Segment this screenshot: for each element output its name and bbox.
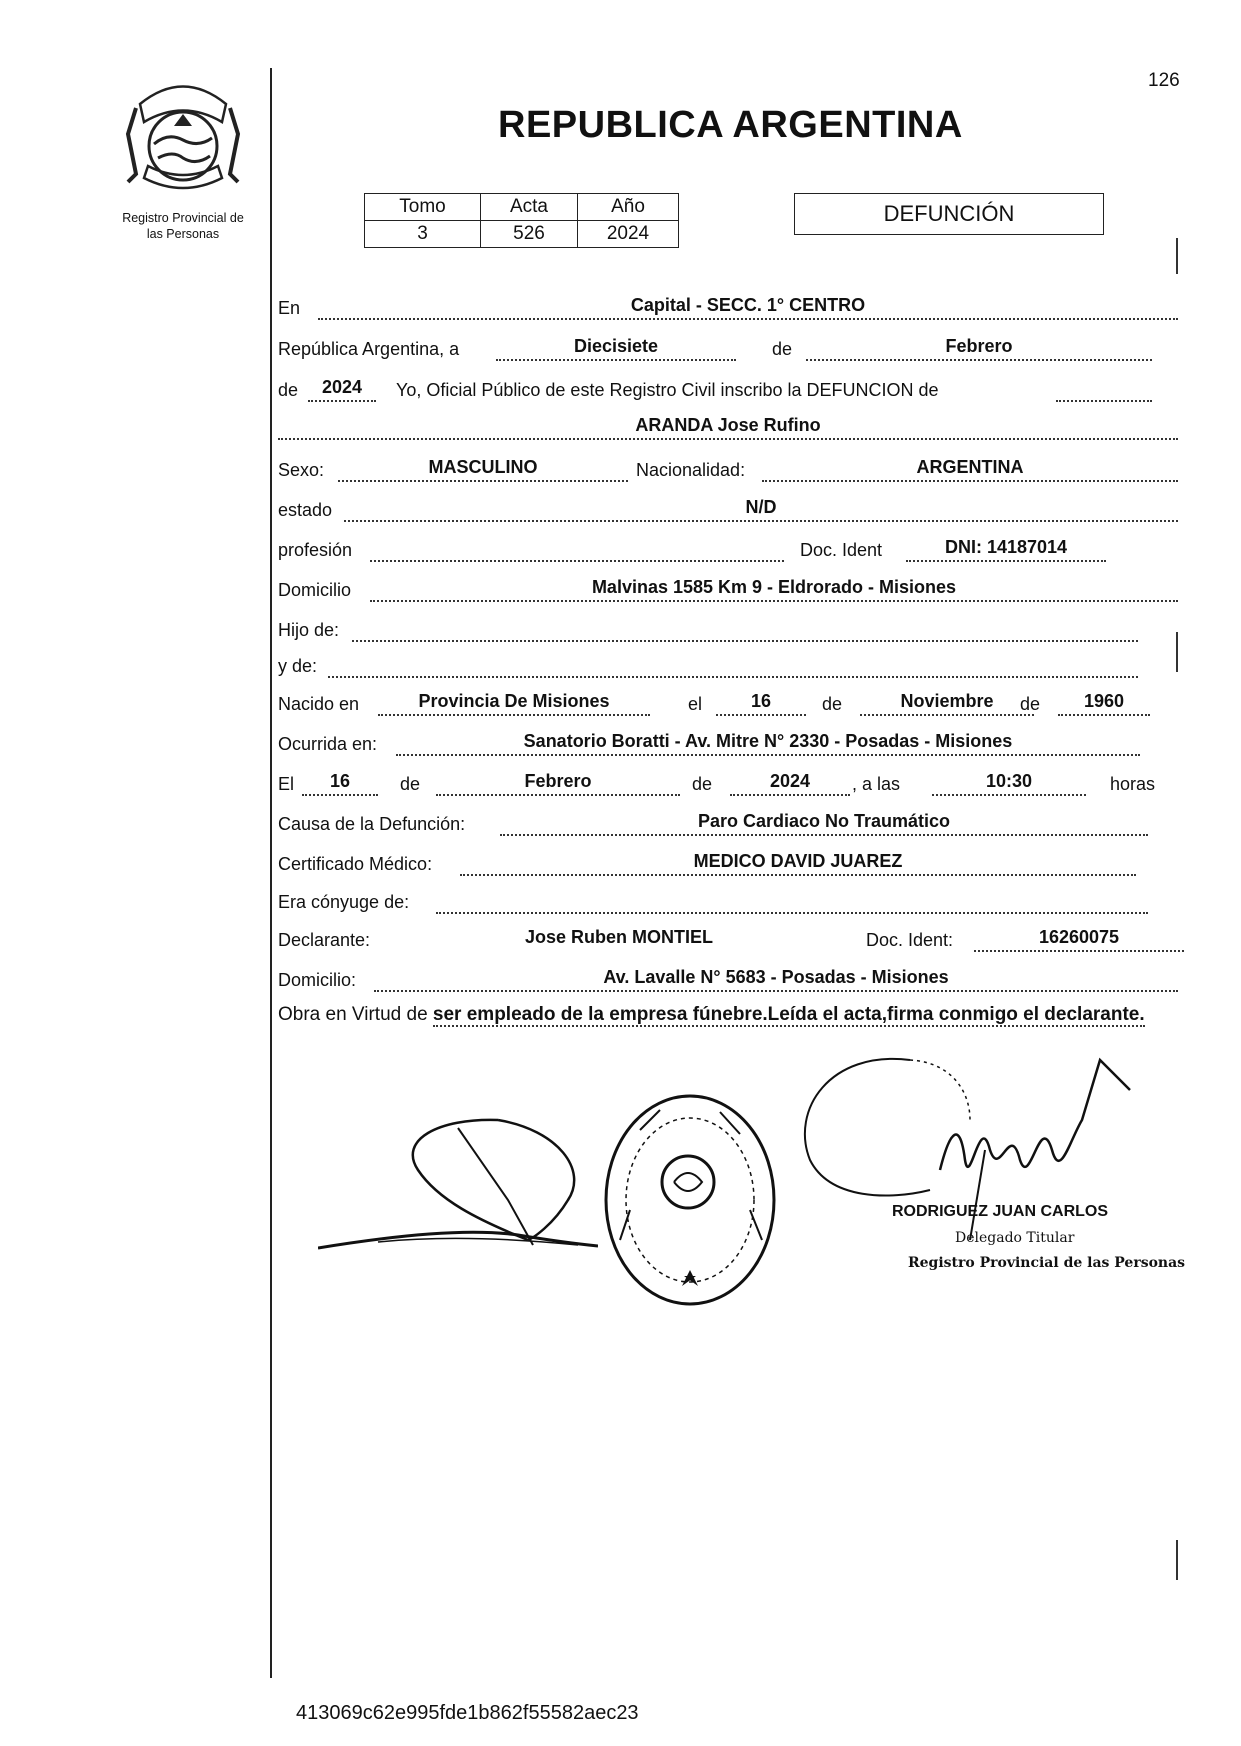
nacido-label: Nacido en (278, 694, 360, 714)
death-time: 10:30 (932, 768, 1086, 796)
scan-mark (1176, 238, 1178, 274)
ocurrida-label: Ocurrida en: (278, 734, 378, 754)
row-inscripcion (278, 374, 1180, 404)
domicilio-value: Malvinas 1585 Km 9 - Eldrorado - Misiones (370, 574, 1178, 602)
row-domicilio (278, 574, 1180, 604)
row-profesion (278, 534, 1180, 564)
birth-day: 16 (716, 688, 806, 716)
row-causa (278, 808, 1180, 838)
doc-ident-value: DNI: 14187014 (906, 534, 1106, 562)
certificado-value: MEDICO DAVID JUAREZ (460, 848, 1136, 876)
row-ocurrida (278, 728, 1180, 758)
republica-label: República Argentina, a (278, 339, 460, 359)
nacido-value: Provincia De Misiones (378, 688, 650, 716)
row-certificado (278, 848, 1180, 878)
de-label: de (772, 339, 793, 359)
record-value-tomo: 3 (365, 221, 481, 248)
decl-dom-value: Av. Lavalle N° 5683 - Posadas - Misiones (374, 964, 1178, 992)
registry-label-line2: las Personas (146, 227, 220, 241)
ocurrida-value: Sanatorio Boratti - Av. Mitre N° 2330 - Posadas - Misiones (396, 728, 1140, 756)
record-value-acta: 526 (481, 221, 578, 248)
hijo-label: Hijo de: (278, 620, 340, 640)
profesion-label: profesión (278, 540, 353, 560)
row-estado (278, 494, 1180, 524)
en-value: Capital - SECC. 1° CENTRO (318, 292, 1178, 320)
death-year: 2024 (730, 768, 850, 796)
el2-label: El (278, 774, 295, 794)
birth-year: 1960 (1058, 688, 1150, 716)
birth-de-label-2: de (1020, 694, 1041, 714)
row-declarante (278, 924, 1180, 954)
row-sexo (278, 454, 1180, 484)
de-year-label: de (278, 380, 299, 400)
nacionalidad-value: ARGENTINA (762, 454, 1178, 482)
inscribo-text: Yo, Oficial Público de este Registro Civil inscribo la DEFUNCION de (396, 380, 939, 400)
document-hash: 413069c62e995fde1b862f55582aec23 (296, 1702, 639, 1724)
registry-label-line1: Registro Provincial de (122, 211, 244, 225)
record-type: DEFUNCIÓN (794, 193, 1104, 235)
profesion-value (370, 534, 784, 562)
row-death-date (278, 768, 1180, 798)
death-de-label-1: de (400, 774, 421, 794)
estado-label: estado (278, 500, 333, 520)
inscribo-blank (1056, 374, 1152, 402)
row-conyuge (278, 886, 1180, 916)
year-value: 2024 (308, 374, 376, 402)
row-decl-domicilio (278, 964, 1180, 994)
row-nacido (278, 688, 1180, 718)
row-en (278, 292, 1180, 322)
deceased-name: ARANDA Jose Rufino (278, 412, 1178, 440)
row-deceased (278, 412, 1180, 442)
causa-value: Paro Cardiaco No Traumático (500, 808, 1148, 836)
record-header-anio: Año (578, 194, 679, 221)
day-words: Diecisiete (496, 333, 736, 361)
declarante-label: Declarante: (278, 930, 371, 950)
obra-label: Obra en Virtud de (278, 1004, 428, 1025)
scan-mark (1176, 632, 1178, 672)
record-table-value-row (365, 221, 679, 248)
obra-text (278, 1000, 1174, 1030)
birth-month: Noviembre (860, 688, 1034, 716)
death-day: 16 (302, 768, 378, 796)
domicilio-label: Domicilio (278, 580, 352, 600)
record-value-anio: 2024 (578, 221, 679, 248)
row-yde (278, 650, 1180, 680)
yde-label: y de: (278, 656, 318, 676)
scan-mark (1176, 1540, 1178, 1580)
page-title: REPUBLICA ARGENTINA (498, 104, 963, 146)
row-hijo (278, 614, 1180, 644)
month-value: Febrero (806, 333, 1152, 361)
margin-line (270, 68, 272, 1678)
conyuge-value (436, 886, 1148, 914)
record-header-acta: Acta (481, 194, 578, 221)
horas-label: horas (1110, 774, 1156, 794)
death-de-label-2: de (692, 774, 713, 794)
province-seal-icon (118, 74, 248, 204)
estado-value: N/D (344, 494, 1178, 522)
causa-label: Causa de la Defunción: (278, 814, 466, 834)
record-table (364, 193, 679, 248)
decl-doc-value: 16260075 (974, 924, 1184, 952)
doc-ident-label: Doc. Ident (800, 540, 883, 560)
obra-value: ser empleado de la empresa fúnebre.Leída el acta,firma conmigo el declarante. (432, 1004, 1145, 1025)
page-number: 126 (1148, 70, 1180, 91)
conyuge-label: Era cónyuge de: (278, 892, 410, 912)
declarant-signature (318, 1110, 598, 1270)
death-month: Febrero (436, 768, 680, 796)
registry-label (98, 210, 268, 242)
hijo-value (352, 614, 1138, 642)
en-label: En (278, 298, 301, 318)
row-republica (278, 333, 1180, 363)
record-header-tomo: Tomo (365, 194, 481, 221)
birth-de-label-1: de (822, 694, 843, 714)
declarante-value: Jose Ruben MONTIEL (394, 924, 844, 950)
nacionalidad-label: Nacionalidad: (636, 460, 746, 480)
officer-registry: Registro Provincial de las Personas (908, 1255, 1186, 1271)
el-label: el (688, 694, 703, 714)
certificado-label: Certificado Médico: (278, 854, 433, 874)
record-table-header-row (365, 194, 679, 221)
decl-dom-label: Domicilio: (278, 970, 357, 990)
sexo-value: MASCULINO (338, 454, 628, 482)
alas-label: , a las (852, 774, 901, 794)
official-stamp-icon (600, 1090, 780, 1310)
decl-doc-label: Doc. Ident: (866, 930, 954, 950)
officer-name: RODRIGUEZ JUAN CARLOS (892, 1203, 1109, 1220)
officer-role: Delegado Titular (955, 1230, 1075, 1246)
yde-value (328, 650, 1138, 678)
sexo-label: Sexo: (278, 460, 325, 480)
